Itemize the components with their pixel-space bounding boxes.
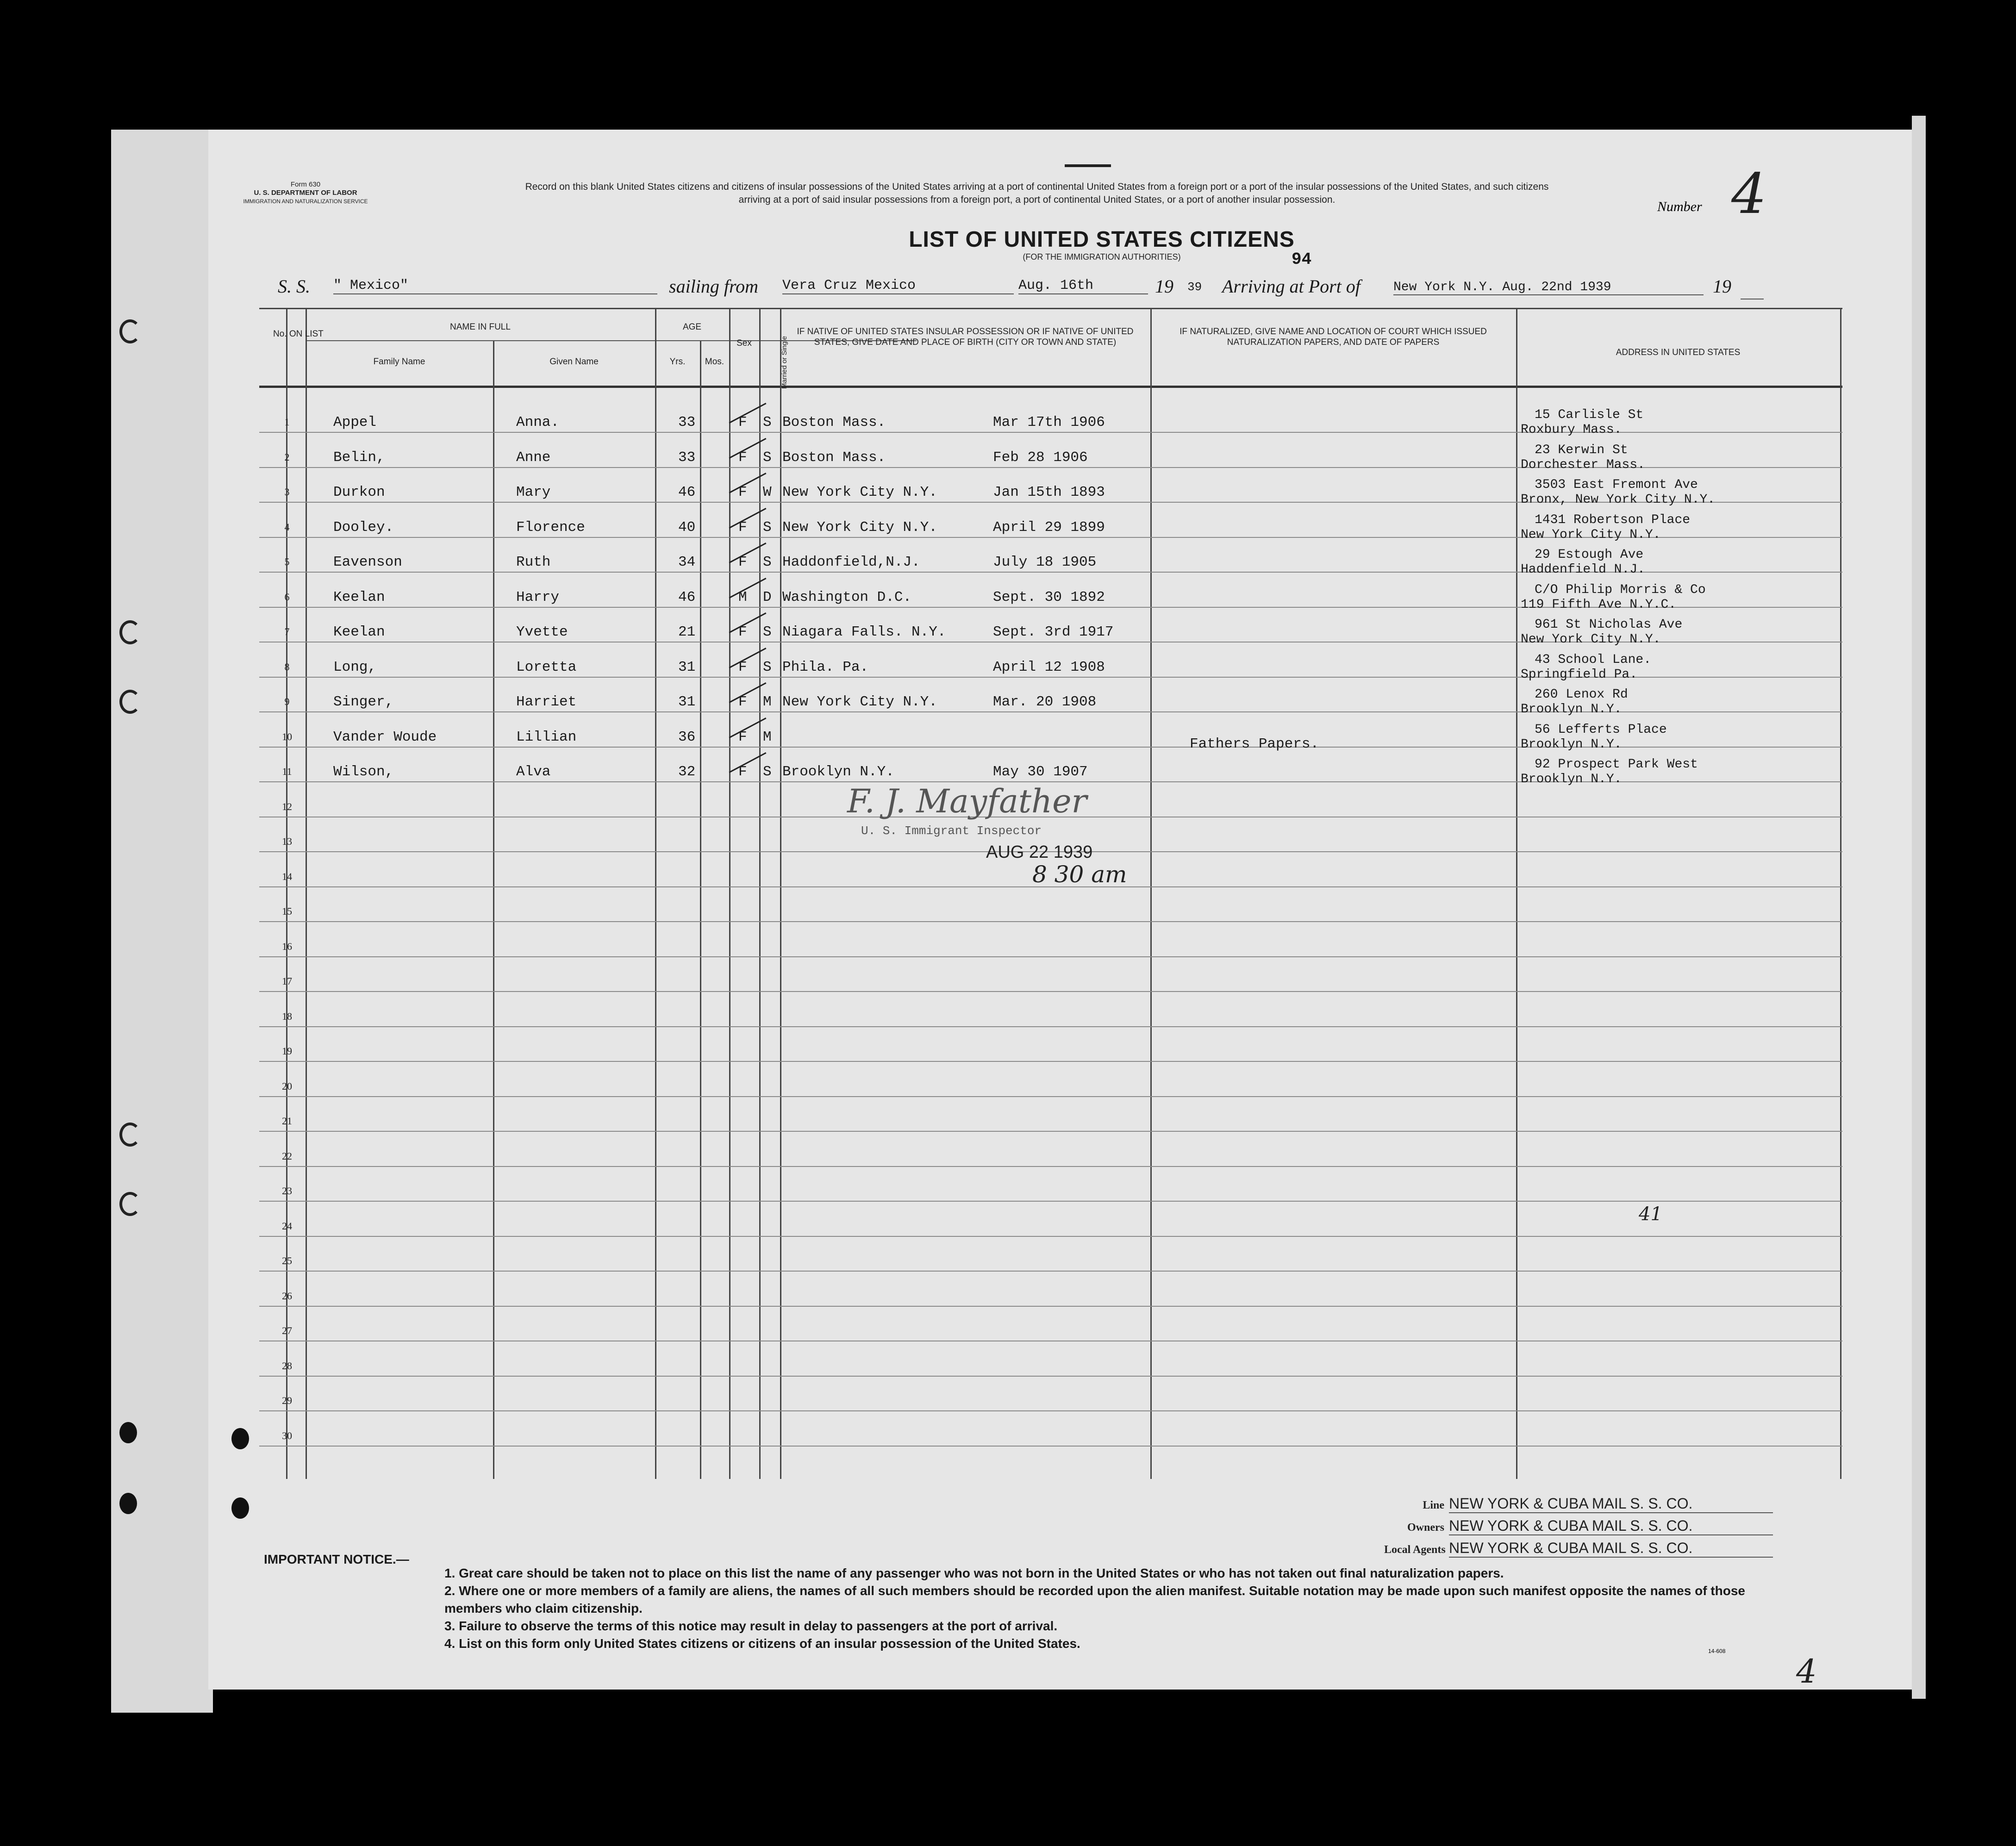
- age-years: 33: [678, 449, 696, 466]
- check-mark: [729, 717, 767, 738]
- year-prefix: 19: [1155, 276, 1173, 297]
- col-rule: [286, 308, 287, 1479]
- notice-item: 1. Great care should be taken not to place on this list the name of any passenger who was not born in the United States or who has not taken out final naturalization papers.: [444, 1566, 1504, 1580]
- col-rule: [700, 341, 701, 1479]
- sex: F: [738, 554, 747, 570]
- row-number: 4: [284, 521, 290, 533]
- address-line-2: Haddenfield N.J.: [1521, 562, 1645, 577]
- form-identifier: [236, 181, 375, 206]
- row-number: 26: [282, 1290, 292, 1302]
- marital-status: S: [763, 764, 772, 780]
- header-address: ADDRESS IN UNITED STATES: [1616, 348, 1741, 357]
- given-name: Harry: [516, 589, 560, 605]
- sex: F: [738, 624, 747, 640]
- age-years: 40: [678, 519, 696, 536]
- punch-hole: [119, 1493, 137, 1514]
- row-number: 9: [284, 696, 290, 707]
- row-number: 25: [282, 1255, 292, 1266]
- row-number: 16: [282, 940, 292, 952]
- birth-date: April 12 1908: [993, 659, 1105, 675]
- row-rule: [259, 1410, 1842, 1411]
- col-rule: [1840, 308, 1841, 1479]
- header-married: Married or Single: [780, 336, 788, 389]
- header-name-in-full: NAME IN FULL: [450, 322, 511, 332]
- line-info-row: [1384, 1495, 1773, 1513]
- row-number: 8: [284, 661, 290, 673]
- marital-status: S: [763, 519, 772, 536]
- sailing-from-label: sailing from: [669, 276, 758, 297]
- row-number: 2: [284, 451, 290, 463]
- address-line-1: 23 Kerwin St: [1535, 443, 1628, 457]
- given-name: Loretta: [516, 659, 577, 675]
- birth-place: Boston Mass.: [782, 449, 886, 466]
- sex: F: [738, 449, 747, 466]
- table-top-rule: [259, 308, 1842, 309]
- birth-place: Phila. Pa.: [782, 659, 869, 675]
- birth-place: Brooklyn N.Y.: [782, 764, 894, 780]
- passenger-table: [259, 308, 1852, 1488]
- birth-date: Jan 15th 1893: [993, 484, 1105, 500]
- marital-status: W: [763, 484, 772, 500]
- address-line-2: Brooklyn N.Y.: [1521, 737, 1622, 752]
- binder-ring: [119, 620, 141, 644]
- row-number: 5: [284, 556, 290, 568]
- marital-status: S: [763, 624, 772, 640]
- col-rule: [1150, 308, 1152, 1479]
- address-line-2: New York City N.Y.: [1521, 527, 1661, 542]
- address-line-1: 1431 Robertson Place: [1535, 512, 1691, 527]
- service-name: IMMIGRATION AND NATURALIZATION SERVICE: [243, 198, 368, 205]
- given-name: Alva: [516, 764, 551, 780]
- row-rule: [259, 1376, 1842, 1377]
- row-number: 12: [282, 800, 292, 812]
- punch-hole: [231, 1428, 249, 1449]
- row-rule: [259, 1446, 1842, 1447]
- given-name: Florence: [516, 519, 585, 536]
- age-years: 34: [678, 554, 696, 570]
- col-rule: [759, 308, 761, 1479]
- row-rule: [259, 1201, 1842, 1202]
- family-name: Durkon: [333, 484, 385, 500]
- inspector-signature: F. J. Mayfather: [847, 782, 1087, 820]
- row-number: 30: [282, 1429, 292, 1441]
- row-number: 11: [282, 766, 292, 777]
- row-rule: [259, 1271, 1842, 1272]
- margin-mark: 41: [1639, 1204, 1662, 1225]
- birth-place: Boston Mass.: [782, 414, 886, 430]
- row-rule: [259, 1026, 1842, 1027]
- col-rule: [1516, 308, 1517, 1479]
- line-info-value: NEW YORK & CUBA MAIL S. S. CO.: [1449, 1517, 1773, 1535]
- row-number: 13: [282, 836, 292, 847]
- year-trail: 19: [1713, 276, 1731, 297]
- punch-hole: [119, 1422, 137, 1443]
- row-number: 15: [282, 905, 292, 917]
- family-name: Keelan: [333, 589, 385, 605]
- arrival-stamp-date: AUG 22 1939: [986, 842, 1093, 862]
- page-title: LIST OF UNITED STATES CITIZENS: [909, 227, 1295, 252]
- binder-ring: [119, 690, 141, 714]
- departure-port: Vera Cruz Mexico: [782, 278, 1014, 294]
- binder-ring: [119, 1123, 141, 1147]
- address-line-1: 29 Estough Ave: [1535, 548, 1644, 562]
- arrival-time: 8 30 am: [1032, 861, 1127, 888]
- given-name: Ruth: [516, 554, 551, 570]
- sex: F: [738, 484, 747, 500]
- marital-status: D: [763, 589, 772, 605]
- notice-heading: IMPORTANT NOTICE.—: [264, 1552, 409, 1566]
- row-rule: [259, 1166, 1842, 1167]
- page-edge: [1912, 116, 1926, 1699]
- row-rule: [259, 1306, 1842, 1307]
- header-mos: Mos.: [705, 357, 724, 367]
- age-years: 33: [678, 414, 696, 430]
- ss-label: S. S.: [278, 276, 310, 297]
- address-line-1: C/O Philip Morris & Co: [1535, 582, 1706, 597]
- birth-date: Mar. 20 1908: [993, 694, 1097, 710]
- notice-item: 3. Failure to observe the terms of this notice may result in delay to passengers at the port of arrival.: [444, 1619, 1058, 1633]
- birth-date: Sept. 30 1892: [993, 589, 1105, 605]
- family-name: Belin,: [333, 449, 385, 466]
- corner-number: 4: [1796, 1653, 1817, 1690]
- line-info-label: Owners: [1407, 1522, 1444, 1534]
- row-rule: [259, 1236, 1842, 1237]
- address-line-2: Roxbury Mass.: [1521, 423, 1622, 437]
- line-info-label: Local Agents: [1384, 1544, 1446, 1556]
- given-name: Anna.: [516, 414, 560, 430]
- row-rule: [259, 1096, 1842, 1097]
- header-sex: Sex: [736, 338, 752, 348]
- family-name: Singer,: [333, 694, 394, 710]
- birth-place: New York City N.Y.: [782, 484, 937, 500]
- address-line-2: Dorchester Mass.: [1521, 457, 1645, 472]
- family-name: Wilson,: [333, 764, 394, 780]
- birth-place: New York City N.Y.: [782, 519, 937, 536]
- col-rule: [306, 308, 307, 1479]
- department-name: U. S. DEPARTMENT OF LABOR: [254, 189, 357, 197]
- age-years: 31: [678, 694, 696, 710]
- marital-status: S: [763, 659, 772, 675]
- row-number: 19: [282, 1045, 292, 1057]
- row-number: 7: [284, 626, 290, 637]
- sex: F: [738, 414, 747, 430]
- family-name: Appel: [333, 414, 377, 430]
- family-name: Dooley.: [333, 519, 394, 536]
- birth-date: Feb 28 1906: [993, 449, 1088, 466]
- family-name: Vander Woude: [333, 729, 437, 745]
- line-info-value: NEW YORK & CUBA MAIL S. S. CO.: [1449, 1540, 1773, 1558]
- sex: F: [738, 729, 747, 745]
- marital-status: S: [763, 554, 772, 570]
- col-rule: [780, 308, 781, 1479]
- check-mark: [729, 403, 767, 424]
- birth-place: Haddonfield,N.J.: [782, 554, 920, 570]
- address-line-1: 92 Prospect Park West: [1535, 757, 1698, 772]
- address-line-1: 43 School Lane.: [1535, 652, 1652, 667]
- birth-date: Mar 17th 1906: [993, 414, 1105, 430]
- col-rule: [655, 308, 656, 1479]
- arrival-port: New York N.Y. Aug. 22nd 1939: [1393, 280, 1704, 295]
- sex: M: [738, 589, 747, 605]
- row-number: 10: [282, 730, 292, 742]
- form-number: Form 630: [290, 181, 321, 188]
- binder-ring: [119, 1192, 141, 1216]
- row-rule: [259, 1131, 1842, 1132]
- given-name: Harriet: [516, 694, 577, 710]
- age-years: 21: [678, 624, 696, 640]
- marital-status: S: [763, 414, 772, 430]
- given-name: Anne: [516, 449, 551, 466]
- address-line-1: 56 Lefferts Place: [1535, 722, 1667, 737]
- birth-date: July 18 1905: [993, 554, 1097, 570]
- arriving-label: Arriving at Port of: [1222, 276, 1361, 297]
- marital-status: M: [763, 694, 772, 710]
- table-header-rule: [259, 386, 1842, 388]
- sex: F: [738, 519, 747, 536]
- line-info-row: [1384, 1540, 1773, 1558]
- check-mark: [729, 508, 767, 529]
- ship-name: " Mexico": [333, 278, 657, 294]
- notice-item: 4. List on this form only United States citizens or citizens of an insular possession of the United States.: [444, 1636, 1080, 1651]
- check-mark: [729, 648, 767, 668]
- naturalization-note: Fathers Papers.: [1190, 736, 1319, 752]
- row-number: 23: [282, 1185, 292, 1197]
- header-family-name: Family Name: [373, 357, 425, 367]
- age-years: 46: [678, 589, 696, 605]
- print-code: 14-608: [1708, 1648, 1726, 1654]
- given-name: Lillian: [516, 729, 577, 745]
- sex: F: [738, 764, 747, 780]
- sex: F: [738, 694, 747, 710]
- header-age: AGE: [682, 322, 702, 332]
- row-rule: [259, 991, 1842, 992]
- header-yrs: Yrs.: [669, 357, 686, 367]
- address-line-2: Bronx, New York City N.Y.: [1521, 493, 1716, 507]
- birth-place: Niagara Falls. N.Y.: [782, 624, 946, 640]
- number-label: Number: [1657, 199, 1702, 214]
- notice-item: 2. Where one or more members of a family are aliens, the names of all such members should be recorded upon the alien manifest. Suitable notation may be made upon such manifest opposite the names of those members who claim citizenship.: [444, 1584, 1745, 1615]
- year-suffix: 39: [1187, 280, 1202, 294]
- row-number: 22: [282, 1150, 292, 1162]
- row-number: 17: [282, 975, 292, 987]
- row-number: 21: [282, 1115, 292, 1127]
- paper-torn-edge: [111, 130, 213, 1713]
- check-mark: [729, 438, 767, 459]
- row-number: 20: [282, 1080, 292, 1092]
- notice-items: [444, 1565, 1778, 1653]
- row-number: 6: [284, 591, 290, 603]
- inspector-title: U. S. Immigrant Inspector: [861, 824, 1042, 838]
- sheet-number: 94: [1292, 250, 1312, 269]
- check-mark: [729, 682, 767, 703]
- check-mark: [729, 543, 767, 563]
- given-name: Mary: [516, 484, 551, 500]
- header-naturalized: IF NATURALIZED, GIVE NAME AND LOCATION OF COURT WHICH ISSUED NATURALIZATION PAPERS, AND DATE OF PAPERS: [1180, 327, 1487, 347]
- row-number: 27: [282, 1325, 292, 1336]
- punch-hole: [231, 1497, 249, 1519]
- address-line-2: Springfield Pa.: [1521, 667, 1638, 682]
- birth-place: Washington D.C.: [782, 589, 912, 605]
- check-mark: [729, 578, 767, 599]
- sex: F: [738, 659, 747, 675]
- address-line-1: 3503 East Fremont Ave: [1535, 478, 1698, 492]
- address-line-1: 961 St Nicholas Ave: [1535, 617, 1683, 632]
- row-number: 18: [282, 1010, 292, 1022]
- marital-status: M: [763, 729, 772, 745]
- family-name: Eavenson: [333, 554, 402, 570]
- address-line-1: 15 Carlisle St: [1535, 408, 1644, 422]
- departure-date: Aug. 16th: [1018, 278, 1148, 294]
- header-no: No. ON LIST: [273, 329, 324, 339]
- page-subtitle: (FOR THE IMMIGRATION AUTHORITIES): [1023, 252, 1181, 262]
- list-number: 4: [1731, 162, 1767, 226]
- address-line-2: Brooklyn N.Y.: [1521, 702, 1622, 717]
- row-number: 14: [282, 870, 292, 882]
- address-line-2: Brooklyn N.Y.: [1521, 772, 1622, 786]
- address-line-2: 119 Fifth Ave N.Y.C.: [1521, 597, 1677, 612]
- record-instructions: Record on this blank United States citizens and citizens of insular possessions of the United States arriving at a port of continental United States from a foreign port or a port of the insular possessions of the United States, and such citizens arriving at a port of said insular possessions from a foreign port, a port of continental United States, or a port of another insular possession.: [525, 181, 1549, 205]
- line-info-row: [1384, 1517, 1773, 1535]
- row-rule: [259, 956, 1842, 957]
- birth-date: April 29 1899: [993, 519, 1105, 536]
- birth-date: May 30 1907: [993, 764, 1088, 780]
- address-line-2: New York City N.Y.: [1521, 632, 1661, 647]
- row-number: 1: [284, 416, 290, 428]
- address-line-1: 260 Lenox Rd: [1535, 687, 1628, 702]
- line-info-value: NEW YORK & CUBA MAIL S. S. CO.: [1449, 1495, 1773, 1513]
- check-mark: [729, 752, 767, 773]
- check-mark: [729, 612, 767, 633]
- check-mark: [729, 473, 767, 493]
- family-name: Long,: [333, 659, 377, 675]
- row-rule: [259, 921, 1842, 922]
- row-number: 3: [284, 486, 290, 498]
- age-years: 32: [678, 764, 696, 780]
- row-rule: [259, 1061, 1842, 1062]
- given-name: Yvette: [516, 624, 568, 640]
- line-info-label: Line: [1423, 1499, 1444, 1511]
- header-birth: IF NATIVE OF UNITED STATES INSULAR POSSESSION OR IF NATIVE OF UNITED STATES, GIVE DATE AND PLACE OF BIRTH (CITY OR TOWN AND STATE): [797, 327, 1134, 347]
- row-number: 28: [282, 1360, 292, 1372]
- header-given-name: Given Name: [549, 357, 599, 367]
- row-number: 29: [282, 1395, 292, 1406]
- age-years: 46: [678, 484, 696, 500]
- age-years: 31: [678, 659, 696, 675]
- family-name: Keelan: [333, 624, 385, 640]
- col-rule: [729, 308, 730, 1479]
- birth-date: Sept. 3rd 1917: [993, 624, 1114, 640]
- age-years: 36: [678, 729, 696, 745]
- birth-place: New York City N.Y.: [782, 694, 937, 710]
- binder-ring: [119, 319, 141, 343]
- marital-status: S: [763, 449, 772, 466]
- row-number: 24: [282, 1220, 292, 1232]
- header-dash: [1065, 164, 1111, 167]
- col-rule: [493, 341, 494, 1479]
